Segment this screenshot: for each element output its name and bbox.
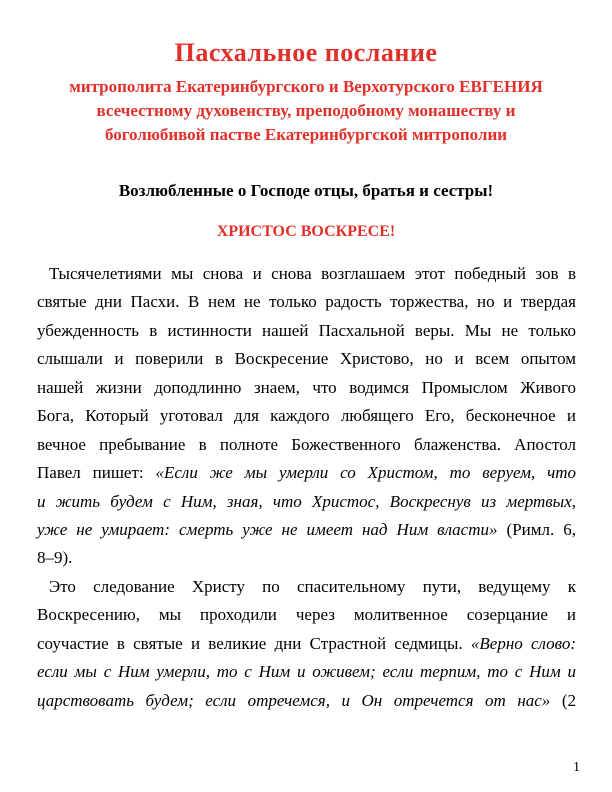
- body-text-run: соучастие в святые и великие дни Страстной седмицы.: [37, 633, 471, 653]
- subtitle-line: всечестному духовенству, преподобному монашеству и: [96, 101, 516, 120]
- body-line: [37, 374, 576, 402]
- body-line: [37, 658, 576, 686]
- body-line: [37, 516, 576, 544]
- body-line: [37, 459, 576, 487]
- body-line: [37, 630, 576, 658]
- greeting: Возлюбленные о Господе отцы, братья и сестры!: [118, 181, 494, 200]
- body-line: [37, 288, 576, 316]
- scripture-quote: «Верно слово:: [470, 633, 576, 653]
- body-text-run: 8–9).: [37, 548, 73, 568]
- body-line: [37, 431, 576, 459]
- scripture-quote: и жить будем с Ним, зная, что Христос, Воскреснув из мертвых,: [37, 491, 576, 511]
- body-line: [37, 260, 576, 288]
- subtitle-line: митрополита Екатеринбургского и Верхотурского ЕВГЕНИЯ: [69, 77, 543, 96]
- body-line: [37, 488, 576, 516]
- body-text-run: святые дни Пасхи. В нем не только радость торжества, но и твердая: [37, 292, 576, 312]
- scripture-quote: уже не умирает: смерть уже не имеет над Ним власти»: [37, 519, 498, 539]
- scripture-quote: если мы с Ним умерли, то с Ним и оживем; если терпим, то с Ним и: [37, 662, 576, 682]
- body-line: [37, 544, 576, 572]
- page-number: 1: [573, 760, 580, 775]
- body-text-run: (2: [550, 690, 576, 710]
- body-line: [37, 402, 576, 430]
- body-line: [37, 687, 576, 715]
- body-text-run: нашей жизни доподлинно знаем, что водимся Промыслом Живого: [37, 377, 576, 397]
- subtitle-line: боголюбивой пастве Екатеринбургской митрополии: [104, 125, 508, 144]
- body-line: [37, 601, 576, 629]
- body-text-run: Воскресению, мы проходили через молитвенное созерцание и: [37, 605, 576, 625]
- body-text-run: (Римл. 6,: [497, 519, 576, 539]
- body-text-run: вечное пребывание в полноте Божественного блаженства. Апостол: [37, 434, 576, 454]
- body-text: [37, 260, 576, 715]
- body-line: [37, 317, 576, 345]
- body-text-run: убежденность в истинности нашей Пасхальной веры. Мы не только: [37, 320, 576, 340]
- scripture-quote: царствовать будем; если отречемся, и Он отречется от нас»: [37, 690, 551, 710]
- scripture-quote: «Если же мы умерли со Христом, то веруем, что: [155, 463, 576, 483]
- body-line: [37, 573, 576, 601]
- paschal-exclamation: ХРИСТОС ВОСКРЕСЕ!: [216, 223, 396, 240]
- body-text-run: Павел пишет:: [37, 463, 156, 483]
- body-text-run: слышали и поверили в Воскресение Христово, но и всем опытом: [37, 349, 576, 369]
- body-text-run: Тысячелетиями мы снова и снова возглашаем этот победный зов в: [49, 264, 576, 283]
- body-line: [37, 345, 576, 373]
- body-text-run: Это следование Христу по спасительному пути, ведущему к: [49, 576, 576, 596]
- document-title: Пасхальное послание: [174, 38, 438, 67]
- body-text-run: Бога, Который уготовал для каждого любящего Его, бесконечное и: [37, 406, 576, 426]
- document-subtitle: [20, 75, 592, 147]
